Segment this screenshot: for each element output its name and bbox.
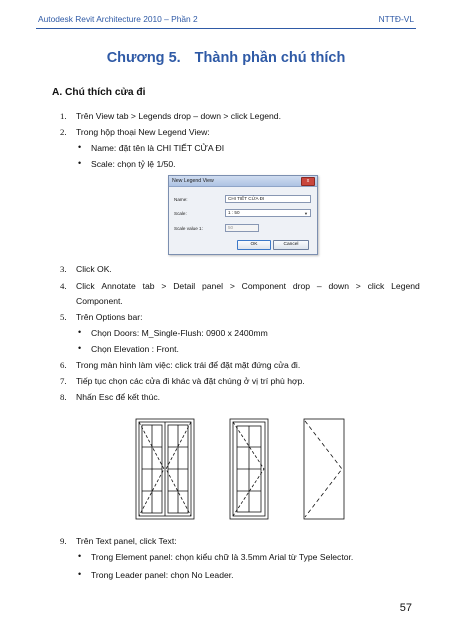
dialog-title: New Legend View: [169, 176, 317, 187]
step-text-9: Trên Text panel, click Text:: [76, 536, 177, 546]
chapter-title: Thành phần chú thích: [194, 50, 346, 66]
double-door-elevation: [136, 419, 194, 519]
bullet-glyph: •: [78, 327, 82, 337]
chevron-down-icon: ▼: [304, 211, 308, 216]
step9-bullet-leader: Trong Leader panel: chọn No Leader.: [91, 570, 234, 580]
step-text-2: Trong hộp thoại New Legend View:: [76, 127, 210, 137]
step-text-1: Trên View tab > Legends drop – down > click Legend.: [76, 111, 281, 121]
scale-selected: 1 : 50: [228, 210, 240, 215]
section-title: A. Chú thích cửa đi: [52, 87, 146, 98]
word: down: [328, 281, 349, 291]
word: Component: [241, 281, 287, 291]
word: Detail: [173, 281, 196, 291]
door-elevations-figure: [134, 415, 364, 525]
bullet-glyph: •: [78, 142, 82, 152]
step-text-4-line2: Component.: [76, 296, 123, 306]
step-text-7: Tiếp tục chọn các cửa đi khác và đặt chúng ở vị trí phù hợp.: [76, 376, 305, 386]
scale-value-label: Scale value 1:: [174, 226, 203, 231]
running-header-right: NTTĐ-VL: [378, 14, 414, 24]
step-text-4-line1: [76, 281, 420, 291]
step-number-7: 7.: [60, 376, 67, 386]
word: Legend: [391, 281, 420, 291]
step-number-2: 2.: [60, 127, 67, 137]
word: panel: [201, 281, 224, 291]
step5-bullet-elevation: Chọn Elevation : Front.: [91, 344, 179, 354]
cancel-button[interactable]: Cancel: [273, 240, 309, 250]
word: drop: [292, 281, 311, 291]
new-legend-view-dialog: [168, 175, 318, 255]
step-text-8: Nhấn Esc để kết thúc.: [76, 392, 161, 402]
step-number-3: 3.: [60, 264, 67, 274]
word: >: [229, 281, 235, 291]
running-header-left: Autodesk Revit Architecture 2010 – Phần 2: [38, 14, 198, 24]
scale-label: Scale:: [174, 211, 187, 216]
word: >: [355, 281, 361, 291]
chapter-number: Chương 5.: [106, 50, 181, 66]
step-number-8: 8.: [60, 392, 67, 402]
word: Annotate: [101, 281, 136, 291]
step-number-5: 5.: [60, 312, 67, 322]
word: >: [161, 281, 167, 291]
step-number-6: 6.: [60, 360, 67, 370]
step-number-4: 4.: [60, 281, 67, 291]
bullet-glyph: •: [78, 569, 82, 579]
single-glazed-door-elevation: [230, 419, 268, 519]
ok-button[interactable]: OK: [237, 240, 271, 250]
bullet-glyph: •: [78, 158, 82, 168]
word: tab: [142, 281, 155, 291]
bullet-glyph: •: [78, 343, 82, 353]
chapter-heading: [0, 50, 452, 66]
word: –: [316, 281, 322, 291]
scale-value-input: 50: [225, 224, 259, 232]
scale-select[interactable]: [225, 209, 311, 217]
step-number-1: 1.: [60, 111, 67, 121]
flush-door-elevation: [304, 419, 344, 519]
step-text-3: Click OK.: [76, 264, 112, 274]
step-number-9: 9.: [60, 536, 67, 546]
step-text-6: Trong màn hình làm việc: click trái để đặt mặt đứng cửa đi.: [76, 360, 301, 370]
step9-bullet-element: Trong Element panel: chọn kiểu chữ là 3.5mm Arial từ Type Selector.: [91, 552, 354, 562]
close-icon[interactable]: x: [301, 177, 315, 186]
step5-bullet-doors: Chọn Doors: M_Single-Flush: 0900 x 2400mm: [91, 328, 268, 338]
step2-bullet-name: Name: đặt tên là CHI TIẾT CỬA ĐI: [91, 143, 225, 153]
name-input[interactable]: CHI TIẾT CỬA ĐI: [225, 195, 311, 203]
step-text-5: Trên Options bar:: [76, 312, 143, 322]
name-label: Name:: [174, 197, 188, 202]
word: Click: [76, 281, 95, 291]
page-number: 57: [399, 602, 412, 614]
step2-bullet-scale: Scale: chọn tỷ lệ 1/50.: [91, 159, 176, 169]
word: click: [367, 281, 385, 291]
bullet-glyph: •: [78, 551, 82, 561]
header-divider: [36, 28, 416, 29]
